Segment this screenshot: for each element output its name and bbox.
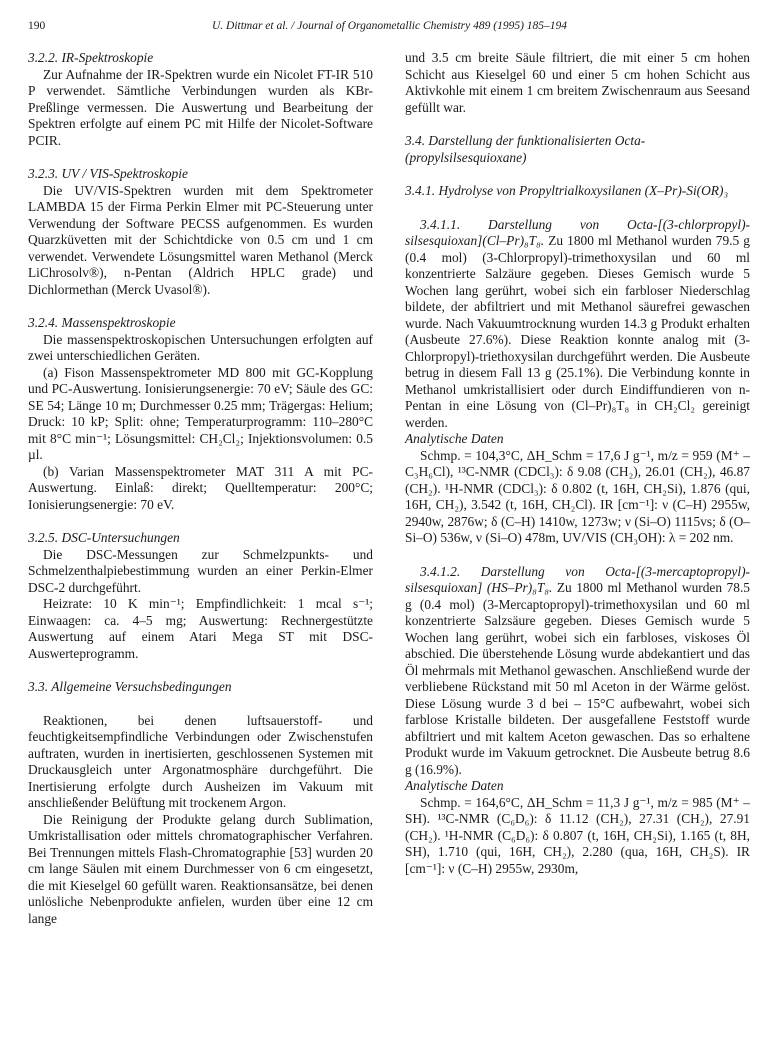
section-heading-3-2-4: 3.2.4. Massenspektroskopie — [28, 315, 176, 330]
paragraph-mass-spec-b: (b) Varian Massenspektrometer MAT 311 A mit PC-Auswertung. Einlaß: direkt; Quelltemperatur: 200°C; Ionisierungsenergie: 70 eV. — [28, 463, 373, 512]
paragraph-ir-spectroscopy: Zur Aufnahme der IR-Spektren wurde ein Nicolet FT-IR 510 P verwendet. Sämtliche Verbindungen wurden als KBr-Preßlinge vermessen. Die Auswertung und Bearbeitung der Spektren erfolgte auf einem PC mit Hilfe der Nicolet-Software PCIR. — [28, 66, 373, 148]
analytical-data-label: Analytische Daten — [405, 431, 504, 446]
paragraph-dsc: Die DSC-Messungen zur Schmelzpunkts- und Schmelzenthalpiebestimmung wurden an einer Perkin-Elmer DSC-2 durchgeführt. — [28, 546, 373, 595]
analytical-data-label-2: Analytische Daten — [405, 778, 504, 793]
paragraph-mass-spec-a: (a) Fison Massenspektrometer MD 800 mit GC-Kopplung und PC-Auswertung. Ionisierungsenergie: 70 eV; Säule des GC: SE 54; Länge 10 m; Durchmesser 0.25 mm; Trägergas: Helium; Druck: 10 kP; Split: ohne; Temperaturprogramm: 110–280°C mit 8°C min⁻¹; Lösungsmittel: CH₂Cl₂; Injektionsvolumen: 0.5 µl. — [28, 364, 373, 462]
paragraph-conditions-a: Reaktionen, bei denen luftsauerstoff- und feuchtigkeitsempfindliche Verbindungen oder Zwischenstufen auftraten, wurden in inertisierten, geschlossenen Systemen mit Druckausgleich unter Argonatmosphäre durchgeführt. Die Inertisierung erfolgte durch Ausheizen im Vakuum mit anschließender Belüftung mit trockenem Argon. — [28, 712, 373, 810]
page-header — [28, 20, 751, 36]
paragraph-dsc-params: Heizrate: 10 K min⁻¹; Empfindlichkeit: 1 mcal s⁻¹; Einwaagen: ca. 4–5 mg; Auswertung: Rechnergestützte Auswertung auf einem Atari Mega ST mit DSC-Auswerteprogramm. — [28, 596, 373, 661]
paragraph-conditions-b: Die Reinigung der Produkte gelang durch Sublimation, Umkristallisation oder mittels chromatographischer Verfahren. Bei Trennungen mittels Flash-Chromatographie [53] wurden 20 cm lange Säulen mit einem Durchmesser von 6 cm eingesetzt, die mit Kieselgel 60 gefüllt waren. Reaktionsansätze, bei denen unlösliche Nebenprodukte anfielen, wurden über eine 12 cm lange — [28, 811, 373, 926]
section-heading-3-2-5: 3.2.5. DSC-Untersuchungen — [28, 530, 180, 545]
paragraph-continuation: und 3.5 cm breite Säule filtriert, die mit einer 5 cm hohen Schicht aus Kieselgel 60 und einer 5 cm hohen Schicht aus Aktivkohle mit einem 1 cm breitem Zwischenraum aus Seesand gefüllt war. — [405, 50, 750, 115]
paragraph-mercaptopropyl-body: Zu 1800 ml Methanol wurden 78.5 g (0.4 mol) (3-Mercaptopropyl)-trimethoxysilan und 60 ml konzentrierte Salzsäure gegeben. Dieses Gemisch wurde 5 Wochen lang gerührt, wobei sich ein farbloses, viskoses Öl abschied. Die überstehende Lösung wurde abdekantiert und das Öl mehrmals mit Methanol gewaschen. Anschließend wurde der verbliebene Rückstand mit 50 ml Aceton in der Wärme gelöst. Diese Lösung wurde 3 d bei – 15°C aufbewahrt, wobei sich farblose Kristalle bildeten. Der ausgefallene Feststoff wurde abfiltriert und mit kaltem Aceton gewaschen. Das so erhaltene Produkt wurde im Vakuum getrocknet. Die Ausbeute betrug 8.6 g (16.9%). — [405, 580, 750, 777]
paragraph-mercaptopropyl — [405, 564, 750, 779]
section-heading-3-2-2: 3.2.2. IR-Spektroskopie — [28, 50, 154, 65]
right-column — [405, 50, 750, 877]
subsection-heading-3-4-1-1: 3.4.1.1. Darstellung von Octa-[(3-chlorpropyl)-silsesquioxan](Cl–Pr)₈T₈. — [405, 216, 750, 248]
page-number: 190 — [28, 20, 46, 32]
paragraph-chlorpropyl-body: Zu 1800 ml Methanol wurden 79.5 g (0.4 mol) (3-Chlorpropyl)-trimethoxysilan und 60 ml konzentrierte Salzäure gegeben. Dieses Gemisch wurde 5 Wochen lang gerührt, wobei sich ein farbloser Niederschlag bildete, der abfiltriert und mit Methanol säurefrei gewaschen wurde. Nach Vakuumtrocknung wurden 14.3 g Produkt erhalten (Ausbeute 27.6%). Diese Reaktion konnte analog mit (3-Chlorpropyl)-triethoxysilan durchgeführt werden. Die Ausbeute betrug in diesem Fall 13 g (25.1%). Die Verbindung konnte in Methanol umkristallisiert oder durch Eindiffundieren von n-Pentan in eine Lösung von (Cl–Pr)₈T₈ in CH₂Cl₂ gereinigt werden. — [405, 233, 750, 430]
analytical-data-chlorpropyl: Schmp. = 104,3°C, ΔH_Schm = 17,6 J g⁻¹, m/z = 959 (M⁺ – C₃H₆Cl), ¹³C-NMR (CDCl₃): δ 9.08 (CH₂), 26.01 (CH₂), 46.87 (CH₂). ¹H-NMR (CDCl₃): δ 0.802 (t, 16H, CH₂Si), 1.876 (qui, 16H, CH₂), 3.542 (t, 16H, CH₂Cl). IR [cm⁻¹]: ν (C–H) 2955w, 2940w, 2876w; δ (C–H) 1410w, 1273w; ν (Si–O) 1115vs; δ (O–Si–O) 536w, ν (Si–O) 478m, UV/VIS (CH₃OH): λ = 202 nm. — [405, 447, 750, 545]
section-heading-3-2-3: 3.2.3. UV / VIS-Spektroskopie — [28, 166, 188, 181]
analytical-data-mercaptopropyl: Schmp. = 164,6°C, ΔH_Schm = 11,3 J g⁻¹, m/z = 985 (M⁺ – SH). ¹³C-NMR (C₆D₆): δ 11.12 (CH₂), 27.31 (CH₂), 27.91 (CH₂). ¹H-NMR (C₆D₆): δ 0.807 (t, 16H, CH₂Si), 1.165 (t, 8H, SH), 1.710 (qui, 16H, CH₂), 2.280 (qua, 16H, CH₂S). IR [cm⁻¹]: ν (C–H) 2955w, 2930m, — [405, 794, 750, 876]
paragraph-mass-spec-intro: Die massenspektroskopischen Untersuchungen erfolgten auf zwei unterschiedlichen Geräten. — [28, 331, 373, 363]
paragraph-chlorpropyl — [405, 217, 750, 432]
section-heading-3-4: 3.4. Darstellung der funktionalisierten Octa-(propylsilsesquioxane) — [405, 133, 646, 165]
subsection-heading-3-4-1-2: 3.4.1.2. Darstellung von Octa-[(3-mercaptopropyl)-silsesquioxan] (HS–Pr)₈T₈. — [405, 563, 750, 595]
section-heading-3-3: 3.3. Allgemeine Versuchsbedingungen — [28, 679, 232, 694]
paragraph-uv-vis: Die UV/VIS-Spektren wurden mit dem Spektrometer LAMBDA 15 der Firma Perkin Elmer mit PC-Steuerung unter Verwendung der Software PECSS aufgenommen. Es wurden Quarzküvetten mit der Schichtdicke von 0.5 cm und 1 cm verwendet. Verwendete Lösungsmittel waren Methanol (Merck LiChrosolv®), n-Pentan (Aldrich HPLC grade) und Dichlormethan (Merck Uvasol®). — [28, 182, 373, 297]
section-heading-3-4-1: 3.4.1. Hydrolyse von Propyltrialkoxysilanen (X–Pr)-Si(OR)₃ — [405, 183, 729, 198]
running-head: U. Dittmar et al. / Journal of Organometallic Chemistry 489 (1995) 185–194 — [211, 20, 568, 32]
left-column — [28, 50, 373, 927]
